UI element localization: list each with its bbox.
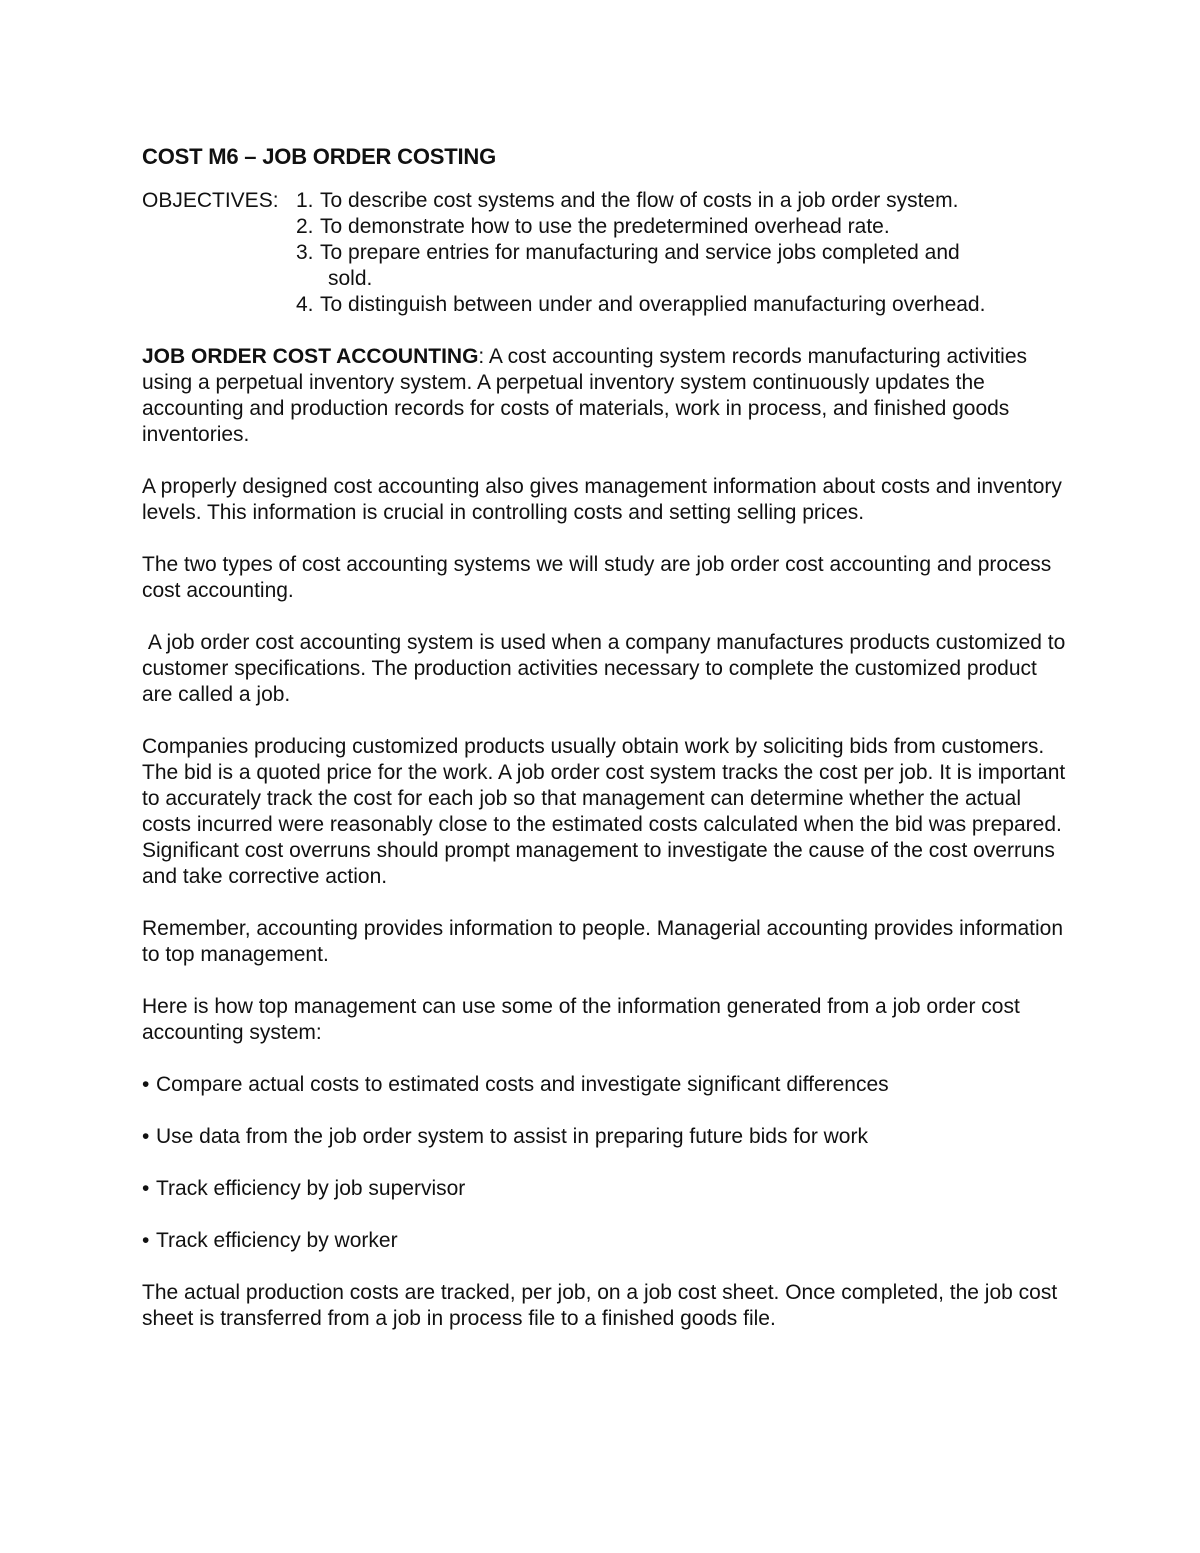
objective-item [296,240,1072,292]
objective-text-line: To demonstrate how to use the predetermined overhead rate. [320,215,890,238]
bullet-icon: • [142,1125,150,1148]
body-paragraph: Companies producing customized products usually obtain work by soliciting bids from customers. The bid is a quoted price for the work. A job order cost system tracks the cost per job. It is important to accurately track the cost for each job so that management can determine whether the actual costs incurred were reasonably close to the estimated costs calculated when the bid was prepared. Significant cost overruns should prompt management to investigate the cause of the cost overruns and take corrective action. [142,735,1066,888]
body-paragraph: A properly designed cost accounting also gives management information about costs and inventory levels. This information is crucial in controlling costs and setting selling prices. [142,475,1062,524]
section-intro: A cost accounting system records manufacturing activities using a perpetual inventory system. A perpetual inventory system continuously updates the accounting and production records for costs of materials, work in process, and finished goods inventories. [142,345,1027,446]
bullet-text: Track efficiency by worker [156,1229,398,1252]
objective-text-line: To describe cost systems and the flow of costs in a job order system. [320,189,959,212]
objective-number: 1. [296,189,314,212]
objective-text-continuation: sold. [328,267,373,290]
objectives-list [296,188,1072,318]
bullet-item [142,1124,1072,1150]
objective-text [320,292,1072,318]
bullet-item [142,1228,1072,1254]
bullet-text: Compare actual costs to estimated costs and investigate significant differences [156,1073,889,1096]
section-paragraph [142,344,1072,448]
document-body [142,142,1072,1358]
objective-item [296,214,1072,240]
bullet-text: Use data from the job order system to assist in preparing future bids for work [156,1125,868,1148]
objective-number: 3. [296,241,314,264]
objective-number: 4. [296,293,314,316]
objective-text [320,214,1072,240]
body-paragraph: Remember, accounting provides information to people. Managerial accounting provides information to top management. [142,917,1064,966]
bullet-item [142,1072,1072,1098]
bullet-text: Track efficiency by job supervisor [156,1177,466,1200]
objective-number: 2. [296,215,314,238]
body-paragraph: A job order cost accounting system is used when a company manufactures products customized to customer specifications. The production activities necessary to complete the customized product are called a job. [142,631,1072,706]
body-paragraph: Here is how top management can use some of the information generated from a job order cost accounting system: [142,995,1020,1044]
bullet-item [142,1176,1072,1202]
objectives-block [142,188,1072,318]
bullet-icon: • [142,1229,150,1252]
section-heading-separator: : [478,345,485,368]
section-heading: JOB ORDER COST ACCOUNTING [142,345,479,368]
objective-text-line: To prepare entries for manufacturing and service jobs completed and [320,241,960,264]
objectives-label: OBJECTIVES: [142,189,279,212]
objective-text-line: To distinguish between under and overapplied manufacturing overhead. [320,293,986,316]
body-paragraph: The two types of cost accounting systems we will study are job order cost accounting and process cost accounting. [142,553,1052,602]
bullet-icon: • [142,1073,150,1096]
objective-item [296,188,1072,214]
objective-item [296,292,1072,318]
objective-text [320,188,1072,214]
objective-text [320,240,1072,292]
document-title: COST M6 – JOB ORDER COSTING [142,144,496,169]
closing-paragraph: The actual production costs are tracked, per job, on a job cost sheet. Once completed, the job cost sheet is transferred from a job in process file to a finished goods file. [142,1281,1058,1330]
bullet-icon: • [142,1177,150,1200]
